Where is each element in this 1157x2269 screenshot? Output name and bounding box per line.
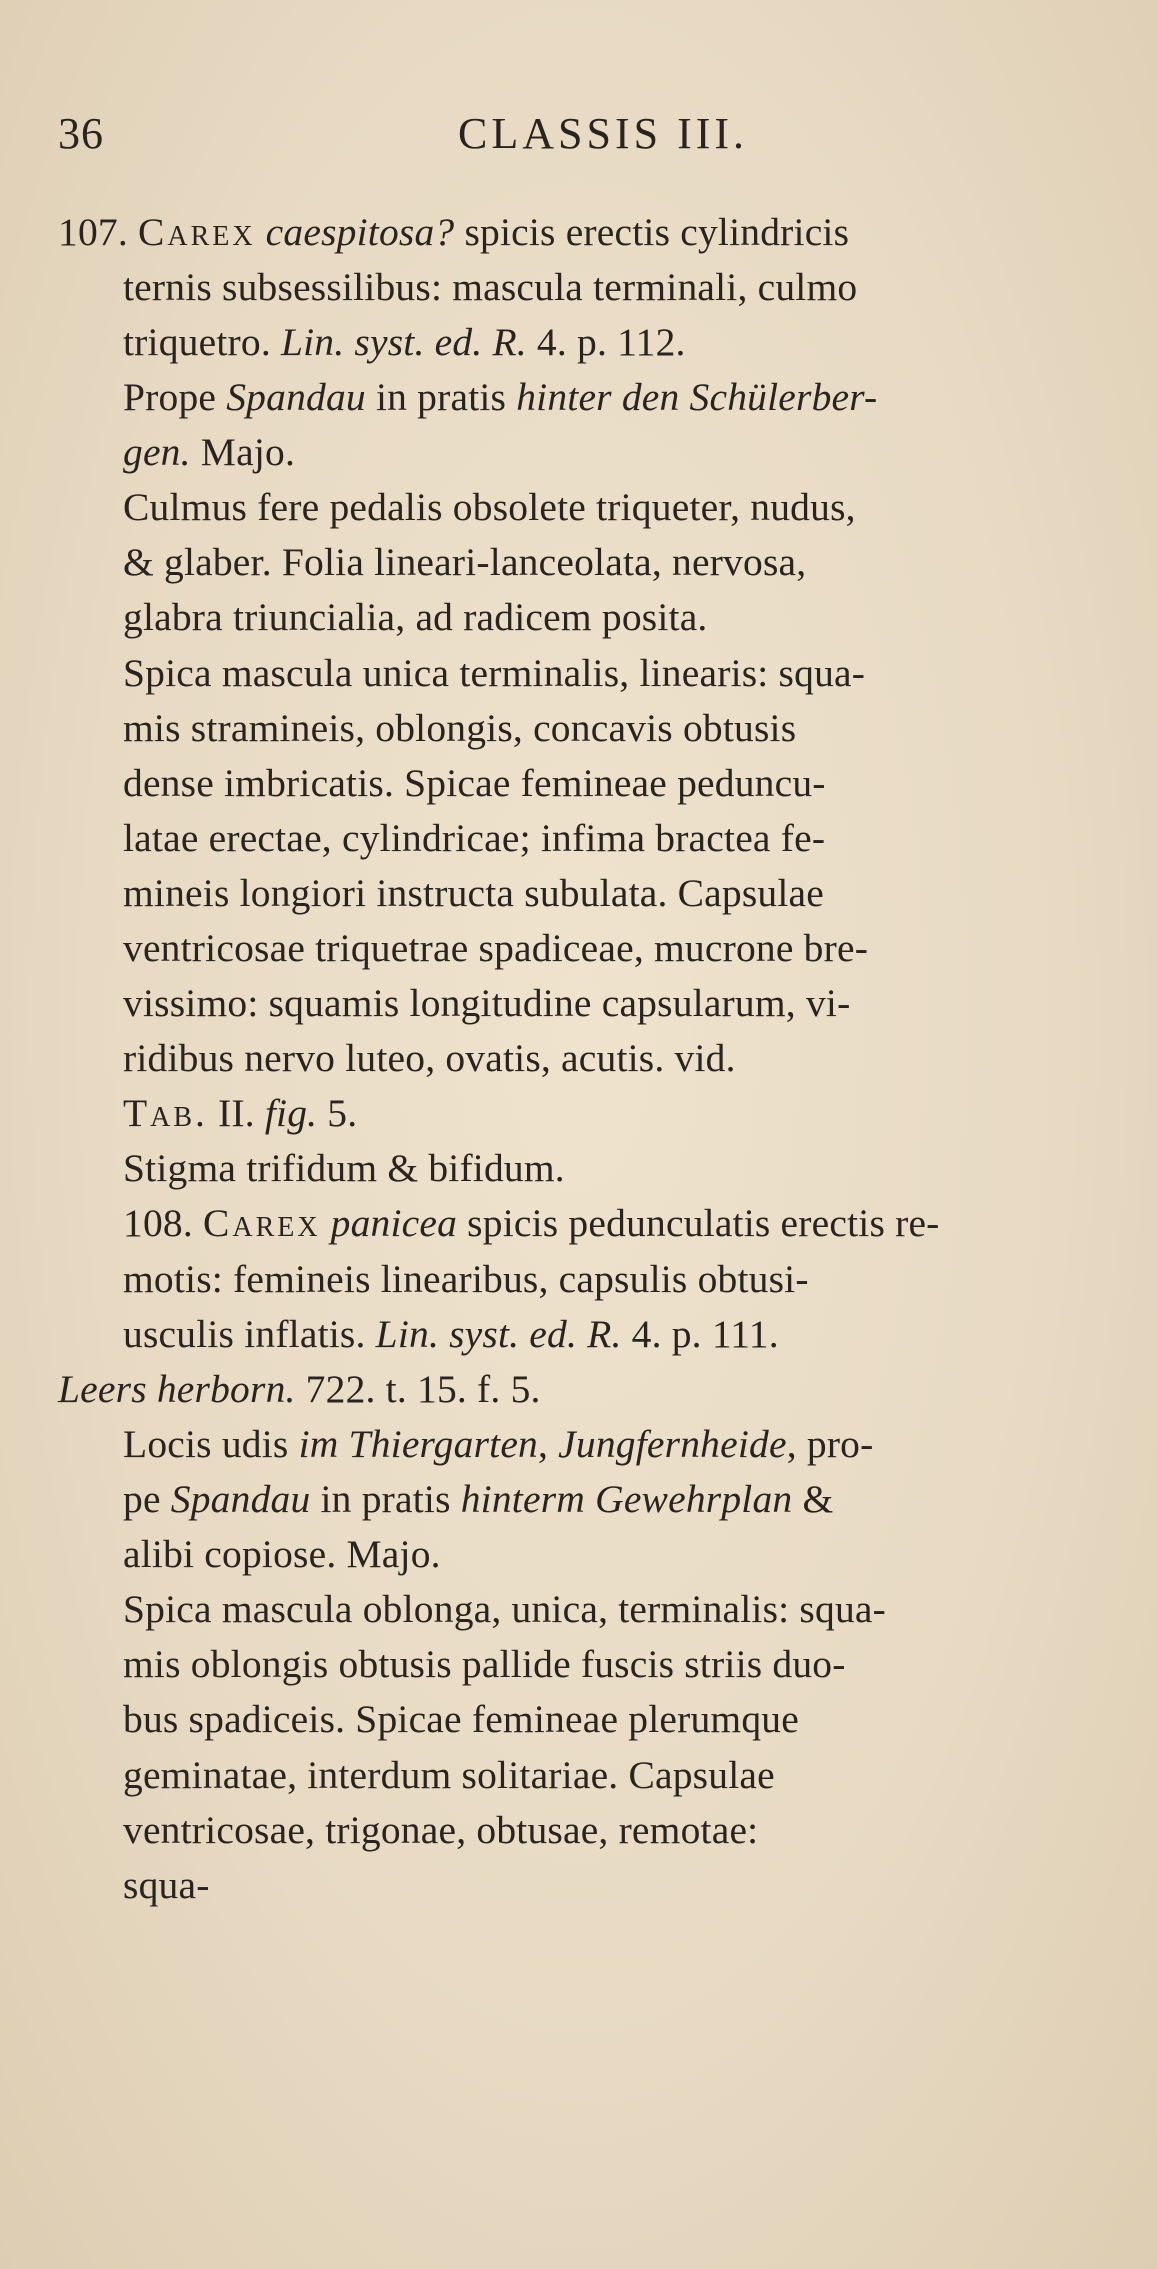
text-line [123, 651, 866, 695]
text-run: geminatae, interdum solitariae. Capsulae [123, 1753, 775, 1797]
text-run: ventricosae triquetrae spadiceae, mucrone bre- [123, 926, 869, 970]
text-run: ridibus nervo luteo, ovatis, acutis. vid. [123, 1036, 736, 1080]
text-line [123, 1808, 759, 1852]
italic-run: gen. [123, 430, 191, 474]
text-line [123, 1201, 940, 1245]
text-run: 4. p. 112. [526, 320, 686, 364]
text-run: Stigma trifidum & bifidum. [123, 1146, 565, 1190]
small-caps-run: Carex [138, 210, 256, 254]
text-line [123, 1422, 874, 1466]
text-run: squa- [123, 1863, 210, 1907]
text-line [123, 706, 797, 750]
text-line [123, 540, 807, 584]
text-line [123, 320, 686, 364]
text-run: 722. t. 15. f. 5. [295, 1367, 541, 1411]
text-run: Culmus fere pedalis obsolete triqueter, nudus, [123, 485, 856, 529]
italic-run: hinterm Gewehrplan [460, 1477, 793, 1521]
text-run: Spica mascula oblonga, unica, terminalis: squa- [123, 1587, 886, 1631]
text-line [123, 816, 826, 860]
text-run: 4. p. 111. [621, 1312, 779, 1356]
text-run: Majo. [190, 430, 296, 474]
text-run [256, 210, 266, 254]
text-line [123, 1312, 779, 1356]
text-run: 5. [317, 1091, 358, 1135]
text-run: spicis pedunculatis erectis re- [457, 1201, 940, 1245]
text-run: Spica mascula unica terminalis, linearis: squa- [123, 651, 866, 695]
text-run: vissimo: squamis longitudine capsularum, vi- [123, 981, 851, 1025]
text-run: in pratis [310, 1477, 461, 1521]
text-line [123, 1532, 441, 1576]
text-run: 107. [58, 210, 138, 254]
text-line [123, 1642, 846, 1686]
italic-run: Lin. syst. ed. R. [280, 320, 527, 364]
small-caps-run: Tab. [123, 1091, 208, 1135]
text-line [123, 926, 869, 970]
text-run: mineis longiori instructa subulata. Capsulae [123, 871, 825, 915]
text-run: motis: femineis linearibus, capsulis obtusi- [123, 1257, 809, 1301]
text-line [123, 1146, 565, 1190]
text-run: 108. [123, 1201, 203, 1245]
italic-run: fig. [264, 1091, 318, 1135]
text-run: Prope [123, 375, 227, 419]
text-line [123, 1477, 834, 1521]
text-run: mis oblongis obtusis pallide fuscis striis duo- [123, 1642, 846, 1686]
text-run: in pratis [365, 375, 517, 419]
text-run: triquetro. [123, 320, 281, 364]
text-run: & [792, 1477, 834, 1521]
text-line [123, 871, 825, 915]
text-line [123, 1587, 886, 1631]
italic-run: Leers herborn. [58, 1367, 296, 1411]
text-run [321, 1201, 331, 1245]
text-line [123, 375, 878, 419]
text-run: Locis udis [123, 1422, 299, 1466]
text-run: ternis subsessilibus: mascula terminali, culmo [123, 265, 858, 309]
italic-run: Spandau [170, 1477, 311, 1521]
text-line [58, 1367, 541, 1411]
text-run: , [538, 1422, 559, 1466]
text-line [123, 1697, 799, 1741]
text-line [123, 1036, 736, 1080]
italic-run: caespitosa? [265, 210, 455, 254]
text-line [123, 1091, 358, 1135]
running-head: CLASSIS III. [458, 109, 749, 158]
text-run: bus spadiceis. Spicae femineae plerumque [123, 1697, 799, 1741]
text-run: usculis inflatis. [123, 1312, 376, 1356]
italic-run: Jungfernheide [558, 1422, 787, 1466]
text-run: II. [207, 1091, 265, 1135]
text-line [123, 981, 851, 1025]
text-line [123, 1863, 210, 1907]
italic-run: hinter den Schülerber- [516, 375, 878, 419]
text-line [123, 595, 708, 639]
text-run: , pro- [786, 1422, 874, 1466]
italic-run: panicea [330, 1201, 458, 1245]
text-line [123, 1257, 809, 1301]
text-line [58, 210, 850, 254]
text-run: mis stramineis, oblongis, concavis obtusis [123, 706, 797, 750]
text-line [123, 485, 856, 529]
italic-run: im Thiergarten [298, 1422, 538, 1466]
text-run: latae erectae, cylindricae; infima bractea fe- [123, 816, 826, 860]
text-line [123, 430, 296, 474]
text-run: alibi copiose. Majo. [123, 1532, 441, 1576]
text-line [123, 1753, 775, 1797]
text-run: pe [123, 1477, 171, 1521]
text-run: spicis erectis cylindricis [454, 210, 850, 254]
text-run: glabra triuncialia, ad radicem posita. [123, 595, 708, 639]
text-line [123, 265, 858, 309]
text-run: ventricosae, trigonae, obtusae, remotae: [123, 1808, 759, 1852]
italic-run: Lin. syst. ed. R. [375, 1312, 622, 1356]
page-number: 36 [58, 109, 104, 158]
italic-run: Spandau [226, 375, 366, 419]
text-line [123, 761, 826, 805]
text-run: & glaber. Folia lineari-lanceolata, nervosa, [123, 540, 807, 584]
text-run: dense imbricatis. Spicae femineae peduncu- [123, 761, 826, 805]
small-caps-run: Carex [203, 1201, 321, 1245]
